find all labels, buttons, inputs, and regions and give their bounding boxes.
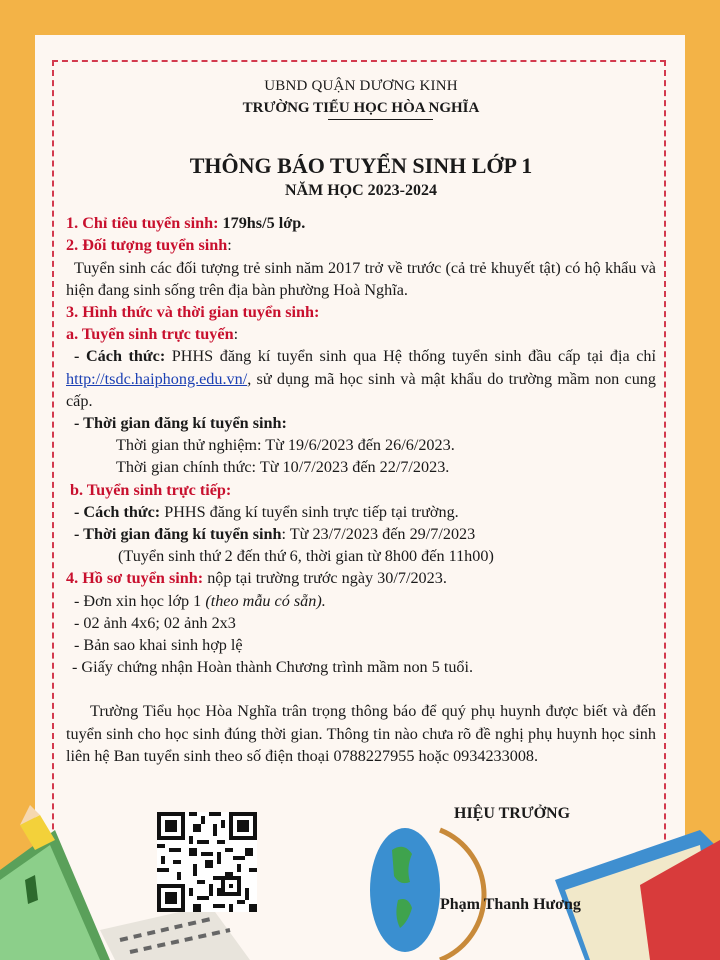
school-supplies-decoration [0, 790, 720, 960]
time-text-b: : Từ 23/7/2023 đến 29/7/2023 [281, 525, 476, 544]
section-1 [66, 212, 656, 234]
section-4-text: nộp tại trường trước ngày 30/7/2023. [203, 569, 447, 588]
header-underline [328, 119, 433, 120]
section-3b-time [66, 523, 656, 545]
book-left [0, 830, 110, 960]
signature-title: HIỆU TRƯỞNG [454, 805, 571, 822]
section-4-label: 4. Hồ sơ tuyển sinh: [66, 569, 204, 588]
section-3b-method [66, 501, 656, 523]
document-item-2: - 02 ảnh 4x6; 02 ảnh 2x3 [74, 613, 236, 632]
section-3-label: 3. Hình thức và thời gian tuyển sinh: [66, 303, 320, 322]
qr-code [157, 812, 257, 912]
header [66, 76, 656, 202]
method-label: - Cách thức: [74, 347, 166, 366]
method-text-b: PHHS đăng kí tuyển sinh trực tiếp tại trường. [160, 502, 459, 521]
section-2 [66, 234, 656, 256]
document-item-1 [66, 590, 656, 612]
section-2-colon: : [227, 236, 232, 255]
section-3a-time-label: - Thời gian đăng kí tuyển sinh: [74, 414, 287, 433]
time-label-b: - Thời gian đăng kí tuyển sinh [74, 525, 282, 544]
notice-body [66, 76, 656, 767]
book-right [555, 830, 720, 960]
official-period: Thời gian chính thức: Từ 10/7/2023 đến 22/7/2023. [116, 458, 450, 477]
method-label-b: - Cách thức: [74, 502, 161, 521]
page-subtitle: NĂM HỌC 2023-2024 [285, 182, 437, 200]
document-item-1-text: - Đơn xin học lớp 1 [74, 591, 206, 610]
section-3b-note: (Tuyển sinh thứ 2 đến thứ 6, thời gian từ 8h00 đến 11h00) [118, 547, 494, 566]
section-3a [66, 323, 656, 345]
closing-paragraph: Trường Tiểu học Hòa Nghĩa trân trọng thông báo để quý phụ huynh được biết và đến tuyển sinh cho học sinh đúng thời gian. Thông tin nào chưa rõ đề nghị phụ huynh học sinh liên hệ Ban tuyển sinh theo số điện thoại 0788227955 hoặc 0934233008. [66, 702, 656, 765]
globe-icon [370, 828, 484, 960]
method-text-1: PHHS đăng kí tuyển sinh qua Hệ thống tuyển sinh đầu cấp tại địa chỉ [165, 347, 656, 366]
document-item-4: - Giấy chứng nhận Hoàn thành Chương trình mầm non 5 tuổi. [72, 658, 474, 677]
trial-period: Thời gian thử nghiệm: Từ 19/6/2023 đến 26/6/2023. [116, 436, 455, 455]
school-name: TRƯỜNG TIỂU HỌC HÒA NGHĨA [242, 100, 480, 116]
section-3a-colon: : [233, 325, 239, 344]
registration-link[interactable]: http://tsdc.haiphong.edu.vn/ [66, 369, 248, 388]
section-1-label: 1. Chỉ tiêu tuyển sinh: [66, 214, 219, 233]
spacer [66, 678, 656, 700]
section-3a-label: a. Tuyển sinh trực tuyến [66, 325, 234, 344]
org-line-2 [243, 98, 480, 118]
method-text-2: , sử dụng mã học sinh và mật khẩu do trường mầm non cung cấp. [66, 369, 656, 410]
signature-name: Phạm Thanh Hương [440, 896, 581, 913]
section-2-text: Tuyển sinh các đối tượng trẻ sinh năm 2017 trở về trước (cả trẻ khuyết tật) có hộ khẩu và hiện đang sinh sống trên địa bàn phường Hoà Nghĩa. [66, 258, 656, 299]
section-3b-label: b. Tuyển sinh trực tiếp: [70, 480, 232, 499]
section-3a-method [66, 345, 656, 412]
org-line-1: UBND QUẬN DƯƠNG KINH [264, 78, 458, 94]
document-item-1-note: (theo mẫu có sẵn). [205, 591, 326, 610]
document-item-3: - Bản sao khai sinh hợp lệ [74, 636, 243, 655]
section-1-value: 179hs/5 lớp. [218, 214, 306, 233]
section-2-label: 2. Đối tượng tuyển sinh [66, 236, 228, 255]
section-4 [66, 567, 656, 589]
page-title: THÔNG BÁO TUYỂN SINH LỚP 1 [189, 153, 533, 179]
notebook-center [100, 905, 250, 960]
